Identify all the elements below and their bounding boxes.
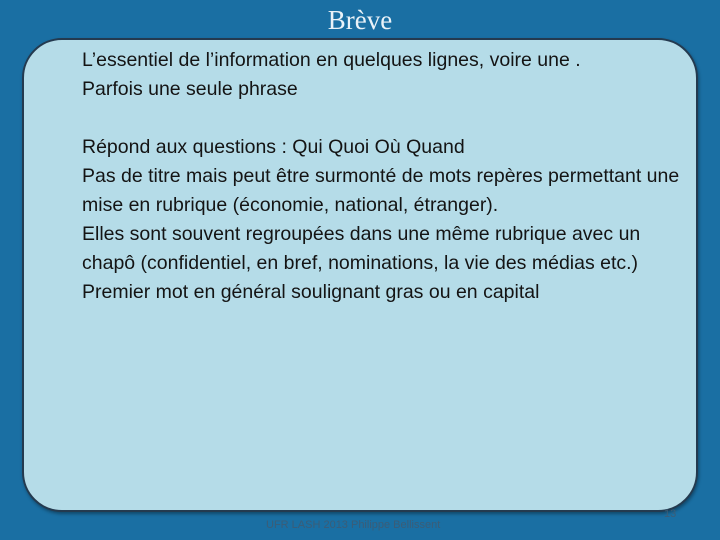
page-number: 13 [664,508,677,520]
paragraph-4: Pas de titre mais peut être surmonté de mots repères permettant une mise en rubrique (économie, national, étranger). [82,165,680,216]
footer-credit: UFR LASH 2013 Philippe Bellissent [266,519,441,531]
body-text [82,46,682,307]
paragraph-2: Parfois une seule phrase [82,78,298,100]
slide-title: Brève [327,5,393,35]
paragraph-1: L’essentiel de l’information en quelques lignes, voire une . [82,49,581,71]
paragraph-5: Elles sont souvent regroupées dans une même rubrique avec un chapô (confidentiel, en bref, nominations, la vie des médias etc.) [82,223,641,274]
paragraph-6: Premier mot en général soulignant gras ou en capital [82,281,540,303]
paragraph-3: Répond aux questions : Qui Quoi Où Quand [82,136,465,158]
paragraph-spacer [82,104,682,133]
